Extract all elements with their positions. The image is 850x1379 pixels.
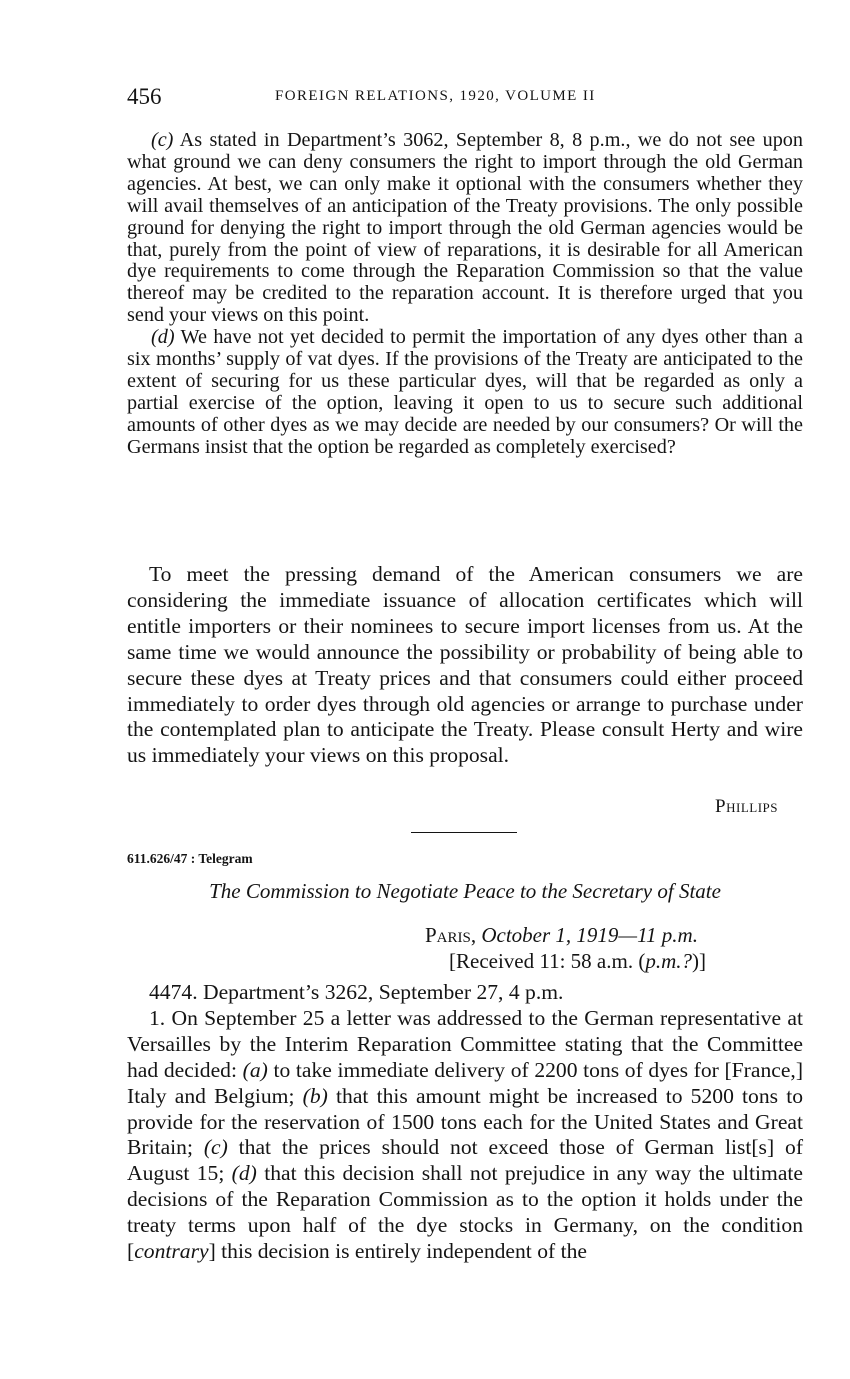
- paragraph-c-text: As stated in Department’s 3062, September 8, 8 p.m., we do not see upon what ground we can deny consumers the right to import through the old German agencies. At best, we can only make it optional with the consumers whether they will avail themselves of an anticipation of the Treaty provisions. The only possible ground for denying the right to import through the old German agencies would be that, purely from the point of view of reparations, it is desirable for all American dye requirements to come through the Reparation Commission so that the value thereof may be credited to the reparation account. It is therefore urged that you send your views on this point.: [127, 129, 803, 327]
- telegram-paragraph-1: [127, 1006, 803, 1265]
- received-open: [Received 11: 58 a.m. (: [449, 949, 646, 973]
- quoted-subparagraphs: [127, 130, 803, 459]
- telegram-body: [127, 980, 803, 1265]
- tel-text-6: ] this decision is entirely independent of the: [208, 1239, 587, 1264]
- paragraph-d: [127, 327, 803, 458]
- telegram-intro: 4474. Department’s 3262, September 27, 4 p.m.: [149, 980, 564, 1004]
- document-title: The Commission to Negotiate Peace to the Secretary of State: [209, 879, 721, 903]
- paragraph-d-label: (d): [151, 326, 175, 349]
- page-header: [127, 84, 803, 112]
- received-line: [449, 949, 706, 974]
- received-time: p.m.?: [645, 949, 692, 973]
- paragraph-d-text: We have not yet decided to permit the importation of any dyes other than a six months’ supply of vat dyes. If the provisions of the Treaty are anticipated to the extent of securing for us these particular dyes, will that be regarded as only a partial exercise of the option, leaving it open to us to secure such additional amounts of other dyes as we may decide are needed by our consumers? Or will the Germans insist that the option be regarded as completely exercised?: [127, 326, 803, 458]
- page-number: 456: [127, 84, 162, 109]
- tel-text-4: that the prices should not exceed those of German list[s] of August 15;: [127, 1135, 804, 1186]
- main-paragraph-block: [127, 562, 803, 769]
- tel-word-contrary: contrary: [134, 1239, 209, 1264]
- tel-label-a: (a): [242, 1057, 268, 1082]
- running-head: FOREIGN RELATIONS, 1920, VOLUME II: [275, 88, 596, 104]
- tel-text-3: that this amount might be increased to 5200 tons to provide for the reservation of 1500 tons each for the United States and Great Britain;: [127, 1083, 804, 1160]
- dateline: [425, 923, 698, 948]
- file-reference: 611.626/47 : Telegram: [127, 851, 253, 866]
- tel-label-c: (c): [203, 1135, 228, 1160]
- dateline-date: October 1, 1919—11 p.m.: [481, 923, 698, 947]
- received-close: )]: [692, 949, 706, 973]
- tel-text-2: to take immediate delivery of 2200 tons of dyes for [France,] Italy and Belgium;: [127, 1057, 804, 1108]
- section-divider: [411, 832, 517, 833]
- dateline-place: Paris,: [425, 923, 477, 947]
- tel-text-1: 1. On September 25 a letter was addressed to the German representative at Versailles by the Interim Reparation Committee stating that the Committee had decided:: [127, 1005, 803, 1082]
- main-paragraph: To meet the pressing demand of the American consumers we are considering the immediate issuance of allocation certificates which will entitle importers or their nominees to secure import licenses from us. At the same time we would announce the possibility or probability of being able to secure these dyes at Treaty prices and that consumers could either proceed immediately to order dyes through old agencies or arrange to purchase under the contemplated plan to anticipate the Treaty. Please consult Herty and wire us immediately your views on this proposal.: [127, 562, 803, 768]
- signature: Phillips: [715, 796, 778, 817]
- paragraph-c-label: (c): [151, 129, 174, 151]
- paragraph-c: [127, 130, 803, 327]
- tel-label-b: (b): [302, 1083, 328, 1108]
- tel-text-5: that this decision shall not prejudice in any way the ultimate decisions of the Reparation Commission as to the option it holds under the treaty terms upon half of the dye stocks in Germany, on the condition [: [127, 1161, 803, 1264]
- tel-label-d: (d): [231, 1161, 257, 1186]
